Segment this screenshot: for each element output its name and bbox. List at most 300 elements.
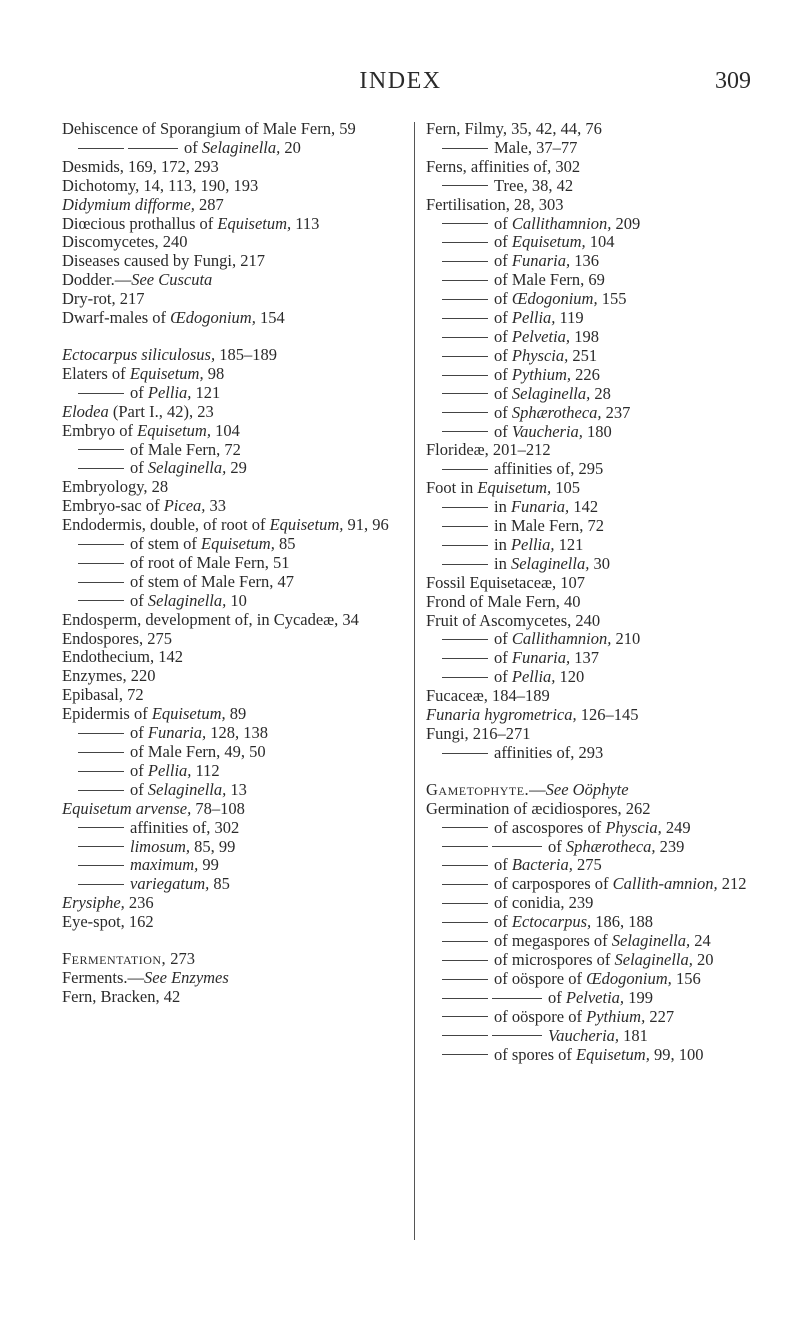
ditto-dash [442,261,488,262]
entry-text: in [494,497,511,517]
entry-text-italic: Selaginella, [611,931,691,951]
index-entry [62,913,398,932]
index-column-right [426,120,764,1064]
ditto-dash [442,827,488,828]
index-entry [426,347,764,366]
entry-text-italic: Erysiphe, [62,893,125,913]
ditto-dash [442,526,488,527]
ditto-dash [442,753,488,754]
entry-text: 209 [611,213,641,233]
index-entry [426,1046,764,1065]
entry-text-italic: Vaucheria, [548,1025,620,1045]
entry-text: of [494,232,512,252]
index-entry [62,667,398,686]
index-entry [62,554,398,573]
entry-text: Germination of æcidiospores, 262 [426,798,651,818]
ditto-dash [442,412,488,413]
entry-text: 210 [611,629,641,649]
ditto-dash [78,468,124,469]
entry-text: of stem of [130,534,202,554]
entry-text-italic: Pellia, [511,308,556,328]
entry-text: of [494,855,512,875]
index-entry [426,120,764,139]
entry-text: of [494,383,512,403]
entry-text: Desmids, 169, 172, 293 [62,156,219,176]
index-entry [426,233,764,252]
entry-text-italic: Physcia, [605,817,662,837]
entry-text: 33 [205,496,227,516]
index-entry [426,271,764,290]
entry-text: 237 [601,402,631,422]
entry-text: 91, 96 [343,515,389,535]
ditto-dash [442,998,488,999]
ditto-dash [492,1035,542,1036]
entry-text-italic: Œdogonium, [511,289,598,309]
ditto-dash [442,922,488,923]
entry-text-italic: maximum, [130,855,199,875]
ditto-dash [442,979,488,980]
entry-text: Gametophyte. [426,779,530,799]
index-entry [62,158,398,177]
entry-text: Endodermis, double, of root of [62,515,270,535]
index-entry [426,252,764,271]
index-entry [62,177,398,196]
entry-text-italic: Selaginella, [147,779,227,799]
entry-text-italic: Ectocarpus, [511,912,592,932]
entry-text: Endospores, 275 [62,628,172,648]
entry-text-italic: Selaginella, [510,553,590,573]
entry-text: affinities of, 293 [494,742,604,762]
ditto-dash [442,375,488,376]
entry-text: Discomycetes, 240 [62,232,188,252]
index-entry [426,290,764,309]
ditto-dash [442,223,488,224]
entry-text-italic: Pythium, [511,364,571,384]
entry-text-italic: Callith-amnion, [612,874,718,894]
entry-text: Frond of Male Fern, 40 [426,591,581,611]
entry-text-italic: Callithamnion, [511,629,612,649]
entry-text: of [494,326,512,346]
entry-text-italic: Pellia, [511,667,556,687]
entry-text: in [494,553,511,573]
entry-text-italic: Pythium, [586,1006,646,1026]
entry-text: 113 [291,213,320,233]
entry-text: of [494,251,512,271]
entry-text: of [494,402,512,422]
entry-text: 24 [690,931,711,951]
entry-text: 275 [572,855,602,875]
index-entry [426,744,764,763]
entry-text: Dodder.— [62,270,132,290]
ditto-dash [442,941,488,942]
entry-text: of [130,760,148,780]
entry-text-italic: Œdogonium, [170,308,256,328]
ditto-dash [442,393,488,394]
index-entry [426,385,764,404]
entry-text-italic: Sphærotheca, [565,836,656,856]
entry-text: Epibasal, 72 [62,685,144,705]
ditto-dash [78,563,124,564]
index-entry [426,423,764,442]
entry-text: Fermentation, [62,949,167,969]
index-entry [426,309,764,328]
entry-text: 181 [619,1025,648,1045]
entry-text: Fertilisation, 28, 303 [426,194,564,214]
entry-text: 28 [590,383,611,403]
entry-text: Enzymes, 220 [62,666,156,686]
entry-text: Embryo of [62,420,138,440]
index-entry [426,630,764,649]
entry-text-italic: Pelvetia, [511,326,571,346]
index-entry [62,365,398,384]
index-entry [62,478,398,497]
entry-text: 128, 138 [206,723,268,743]
entry-text: 239 [655,836,685,856]
entry-text-italic: Selaginella, [511,383,591,403]
entry-text: Ferments.— [62,967,145,987]
ditto-dash [78,771,124,772]
entry-text: 98 [203,363,225,383]
ditto-dash [78,148,124,149]
entry-text: Florideæ, 201–212 [426,440,551,460]
ditto-dash [442,846,488,847]
index-entry [62,516,398,535]
entry-text: Endothecium, 142 [62,647,183,667]
index-entry [426,498,764,517]
index-entry [62,686,398,705]
entry-text-italic: limosum, [130,836,191,856]
index-entry [426,555,764,574]
index-entry [426,856,764,875]
entry-text: of [494,213,512,233]
entry-text: of [184,137,202,157]
entry-text: 85, 99 [190,836,236,856]
entry-text: of microspores of [494,949,615,969]
entry-text: 13 [226,779,247,799]
entry-text: of [130,723,148,743]
entry-text: 155 [597,289,627,309]
entry-text-italic: Selaginella, [614,949,693,969]
entry-text: in Male Fern, 72 [494,516,604,536]
entry-text-italic: Sphærotheca, [511,402,602,422]
ditto-dash [442,280,488,281]
entry-text: 78–108 [191,798,245,818]
ditto-dash [442,1054,488,1055]
entry-text: 99, 100 [649,1044,704,1064]
entry-text-italic: Equisetum, [511,232,586,252]
entry-text: of spores of [494,1044,577,1064]
entry-text: Fucaceæ, 184–189 [426,686,550,706]
entry-text: of oöspore of [494,1006,587,1026]
index-entry [426,593,764,612]
entry-text: 30 [589,553,610,573]
index-column-left [62,120,398,1007]
entry-text: Dry-rot, 217 [62,289,145,309]
entry-text: 154 [255,308,285,328]
index-entry [62,139,398,158]
index-entry [62,630,398,649]
ditto-dash [78,846,124,847]
entry-text: Tree, 38, 42 [494,175,574,195]
ditto-dash [78,600,124,601]
entry-text: Embryo-sac of [62,496,164,516]
entry-text: of [494,308,512,328]
index-entry [62,215,398,234]
index-entry [62,233,398,252]
entry-text: 99 [198,855,219,875]
index-entry [62,290,398,309]
entry-text: of root of Male Fern, 51 [130,552,290,572]
entry-text: of [130,458,148,478]
index-entry [62,819,398,838]
entry-text: 121 [191,382,221,402]
index-entry [62,705,398,724]
entry-text: 236 [124,893,154,913]
entry-text-italic: Bacteria, [511,855,573,875]
ditto-dash [442,903,488,904]
entry-text-italic: Ectocarpus siliculosus, [62,344,216,364]
entry-text-italic: Equisetum, [576,1044,650,1064]
entry-text: Foot in [426,478,478,498]
entry-text: of [130,382,148,402]
index-entry [62,856,398,875]
entry-text: of oöspore of [494,968,587,988]
page-number: 309 [715,68,751,94]
index-entry [426,404,764,423]
index-entry [426,951,764,970]
entry-text: 249 [661,817,691,837]
index-entry [62,403,398,422]
index-entry [426,894,764,913]
entry-text: Male, 37–77 [494,137,578,157]
index-entry [426,913,764,932]
index-entry [62,611,398,630]
index-entry [426,970,764,989]
index-entry [426,366,764,385]
entry-text-italic: Funaria, [510,497,570,517]
entry-text: 10 [226,590,247,610]
index-entry [426,725,764,744]
index-entry [426,158,764,177]
entry-text-italic: Funaria hygrometrica, [426,705,577,725]
entry-text: in [494,534,511,554]
entry-text: 120 [555,667,585,687]
entry-text: 142 [569,497,599,517]
entry-text: affinities of, 302 [130,817,240,837]
entry-text: of stem of Male Fern, 47 [130,571,295,591]
index-entry [426,838,764,857]
ditto-dash [78,582,124,583]
ditto-dash [78,733,124,734]
page-header [0,68,801,98]
entry-text: Dwarf-males of [62,308,171,328]
entry-text-italic: Callithamnion, [511,213,612,233]
entry-text: Ferns, affinities of, 302 [426,156,581,176]
entry-text: 105 [551,478,581,498]
ditto-dash [442,242,488,243]
ditto-dash [442,658,488,659]
ditto-dash [442,185,488,186]
entry-text: 119 [555,308,584,328]
entry-text: Elaters of [62,363,130,383]
index-entry [62,969,398,988]
index-entry [62,120,398,139]
entry-text-italic: See Oöphyte [545,779,629,799]
index-entry [426,875,764,894]
entry-text-italic: Pellia, [147,382,192,402]
ditto-dash [442,148,488,149]
ditto-dash [442,337,488,338]
entry-text: Diseases caused by Fungi, 217 [62,251,266,271]
entry-text: 186, 188 [591,912,654,932]
entry-text-italic: Physcia, [511,345,569,365]
entry-text-italic: variegatum, [130,874,210,894]
entry-text: 185–189 [215,344,277,364]
ditto-dash [492,846,542,847]
entry-text: of [494,289,512,309]
entry-text: of Male Fern, 72 [130,439,241,459]
ditto-dash [442,960,488,961]
entry-text-italic: Equisetum, [477,478,552,498]
entry-text: of Male Fern, 49, 50 [130,742,266,761]
entry-text: 20 [280,137,301,157]
ditto-dash [442,677,488,678]
ditto-dash [78,790,124,791]
index-entry [426,668,764,687]
entry-text-italic: Funaria, [511,251,571,271]
index-entry [426,215,764,234]
entry-text: of [130,779,148,799]
index-entry [62,309,398,328]
entry-text-italic: Funaria, [511,648,571,668]
entry-text: of carpospores of [494,874,613,894]
ditto-dash [442,1035,488,1036]
entry-text: Embryology, 28 [62,477,169,497]
entry-text-italic: Didymium difforme, [62,194,195,214]
ditto-dash [442,884,488,885]
entry-text: Endosperm, development of, in Cycadeæ, 34 [62,609,359,629]
index-entry [62,592,398,611]
entry-text: Dehiscence of Sporangium of Male Fern, 59 [62,119,356,138]
index-entry [62,535,398,554]
index-entry [426,1027,764,1046]
index-entry [62,875,398,894]
index-entry [426,196,764,215]
entry-text: Dichotomy, 14, 113, 190, 193 [62,175,259,195]
entry-text-italic: Equisetum, [129,363,204,383]
entry-text: 136 [570,251,599,271]
index-entry [426,460,764,479]
entry-text-italic: Pellia, [147,760,192,780]
ditto-dash [442,507,488,508]
entry-text-italic: Equisetum, [151,704,226,724]
entry-text: Fossil Equisetaceæ, 107 [426,572,586,592]
index-entry [426,479,764,498]
entry-text: of [494,629,512,649]
ditto-dash [78,393,124,394]
index-entry [426,819,764,838]
index-entry [426,612,764,631]
entry-text-italic: Vaucheria, [511,421,583,441]
entry-text: of [548,836,566,856]
entry-text-italic: Equisetum, [137,420,211,440]
index-entry [426,536,764,555]
ditto-dash [442,318,488,319]
entry-text-italic: Selaginella, [147,458,227,478]
entry-text-italic: See Cuscuta [131,270,213,290]
entry-text: of [548,987,566,1007]
entry-text-italic: Picea, [163,496,206,516]
entry-text: 198 [570,326,599,346]
index-entry [62,988,398,1007]
ditto-dash [442,545,488,546]
index-entry [62,573,398,592]
index-entry [426,687,764,706]
entry-text: 29 [226,458,247,478]
entry-text: of [494,421,512,441]
entry-text-italic: Equisetum, [217,213,292,233]
entry-text: Fern, Bracken, 42 [62,986,181,1006]
index-entry [62,271,398,290]
index-entry [62,950,398,969]
entry-text: Diœcious prothallus of [62,213,218,233]
entry-text: Fruit of Ascomycetes, 240 [426,610,601,630]
index-entry [62,252,398,271]
ditto-dash [442,564,488,565]
ditto-dash [442,639,488,640]
entry-text: 287 [194,194,224,214]
entry-text: 199 [624,987,653,1007]
page-title: INDEX [359,68,442,94]
index-entry [62,648,398,667]
index-entry [426,1008,764,1027]
entry-text-italic: See Enzymes [144,967,229,987]
index-entry [62,459,398,478]
index-entry [62,497,398,516]
entry-text-italic: Equisetum, [269,515,344,535]
index-entry [62,441,398,460]
entry-text: 89 [225,704,247,724]
entry-text-italic: Pelvetia, [565,987,625,1007]
entry-text: of [494,345,512,365]
entry-text: of conidia, 239 [494,893,594,913]
entry-text: 112 [191,760,220,780]
ditto-dash [78,544,124,545]
entry-text: of [494,912,512,932]
index-entry [426,800,764,819]
index-entry [62,743,398,762]
entry-text: 180 [582,421,612,441]
ditto-dash [78,752,124,753]
index-entry [426,328,764,347]
entry-text: of [494,648,512,668]
index-entry [426,989,764,1008]
entry-text: 104 [585,232,615,252]
ditto-dash [78,884,124,885]
index-entry [62,762,398,781]
entry-text: of megaspores of [494,931,612,951]
entry-text-italic: Selaginella, [147,590,227,610]
ditto-dash [442,356,488,357]
entry-text: 273 [166,949,196,969]
entry-text: 156 [671,968,701,988]
entry-text: Epidermis of [62,704,152,724]
entry-text: of Male Fern, 69 [494,270,605,290]
entry-text: — [529,779,546,799]
ditto-dash [442,865,488,866]
ditto-dash [78,449,124,450]
entry-text: Fern, Filmy, 35, 42, 44, 76 [426,119,602,138]
